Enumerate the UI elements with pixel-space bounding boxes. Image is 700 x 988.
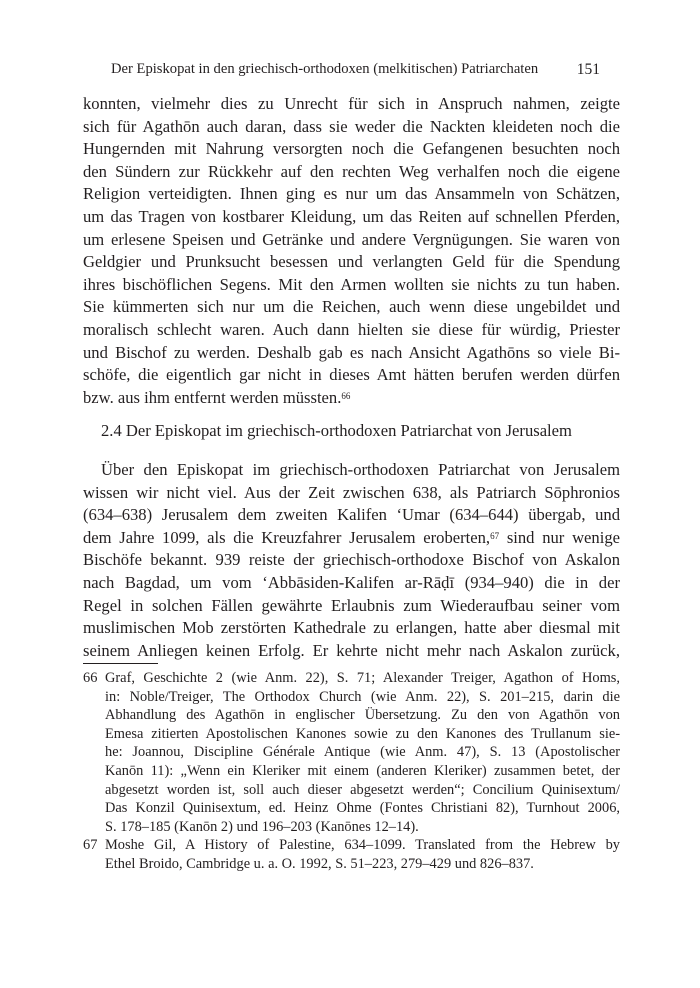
text-line: Geldgier und Prunksucht besessen und verlangten Geld für die Spendung [83,252,620,272]
text-line: nach Bagdad, um vom ‘Abbāsiden-Kalifen ar-Rāḍī (934–940) die in der [83,572,620,592]
footnote-line: Abhandlung des Agathōn in englischer Übersetzung. Zu den von Agathōn von [105,707,620,724]
text-line: schöfe, die eigentlich gar nicht in dieses Amt hätten berufen werden dürfen [83,365,620,385]
footnote-line: Emesa zitierten Apostolischen Kanones sowie zu den Kanones des Trullanum sie- [105,725,620,742]
text-line: den Sündern zur Rückkehr auf den rechten Weg verhalfen noch die eigene [83,161,620,181]
text-line: (634–638) Jerusalem dem zweiten Kalifen ‘Umar (634–644) übergab, und [83,505,620,525]
text-line: Hungernden mit Nahrung versorgten noch die Gefangenen besuchten noch [83,139,620,159]
section-heading: 2.4 Der Episkopat im griechisch-orthodoxen Patriarchat von Jerusalem [101,421,572,440]
text-span: dem Jahre 1099, als die Kreuzfahrer Jerusalem eroberten, [83,527,491,547]
footnote-ref-66[interactable]: 66 [341,390,351,401]
text-line: um das Tragen von kostbarer Kleidung, um das Reiten auf schnellen Pferden, [83,206,620,226]
footnote-line: he: Joannou, Discipline Générale Antique (wie Anm. 47), S. 13 (Apostolischer [105,744,620,761]
footnote-text [105,836,620,873]
text-line: konnten, vielmehr dies zu Unrecht für sich in Anspruch nahmen, zeigte [83,94,620,113]
text-line: Regel in solchen Fällen gewährte Erlaubnis zum Wiederaufbau seiner vom [83,595,620,615]
text-line: wissen wir nicht viel. Aus der Zeit zwischen 638, als Patriarch Sōphronios [83,482,620,502]
footnote-separator [83,663,158,664]
footnote-line: Das Konzil Quinisextum, ed. Heinz Ohme (Fontes Christiani 82), Turnhout 2006, [105,800,620,817]
page-number: 151 [576,61,600,78]
text-line: und Bischof zu werden. Deshalb gab es nach Ansicht Agathōns so viele Bi- [83,342,620,362]
text-span: bzw. aus ihm entfernt werden müssten. [83,387,342,407]
footnote-line: S. 178–185 (Kanōn 2) und 196–203 (Kanōnes 12–14). [105,818,419,835]
footnote-line: abgesetzt worden ist, soll auch dieser abgesetzt werden“; Concilium Quinisextum/ [105,781,620,798]
text-line: moralisch schlecht waren. Auch dann hielten sie diese für würdig, Priester [83,319,620,339]
text-line: um erlesene Speisen und Getränke und andere Vergnügungen. Sie waren von [83,229,620,249]
paragraph-2 [83,459,620,662]
running-head [83,61,620,83]
text-line: Über den Episkopat im griechisch-orthodoxen Patriarchat von Jerusalem [101,460,620,479]
text-line [83,527,620,550]
footnote-number: 67 [83,837,98,853]
running-head-title: Der Episkopat in den griechisch-orthodoxen (melkitischen) Patriarchaten [111,61,539,77]
text-line: seinem Anliegen keinen Erfolg. Er kehrte nicht mehr nach Askalon zurück, [83,640,620,660]
text-line: Bischöfe bekannt. 939 reiste der griechisch-orthodoxe Bischof von Askalon [83,550,620,570]
footnote-line: in: Noble/Treiger, The Orthodox Church (wie Anm. 22), S. 201–215, darin die [105,688,620,705]
text-line: Sie kümmerten sich nur um die Reichen, auch wenn diese ungebildet und [83,297,620,317]
footnote-line: Graf, Geschichte 2 (wie Anm. 22), S. 71; Alexander Treiger, Agathon of Homs, [105,670,620,686]
text-line: muslimischen Mob zerstörten Kathedrale zu erlangen, hatte aber diesmal mit [83,618,620,638]
text-line [83,387,620,410]
footnote-text [105,669,620,836]
footnote-line: Ethel Broido, Cambridge u. a. O. 1992, S. 51–223, 279–429 und 826–837. [105,855,534,872]
paragraph-1 [83,93,620,409]
footnote-ref-67[interactable]: 67 [490,530,500,541]
text-span: sind nur wenige [499,527,620,547]
text-line: Religion verteidigten. Ihnen ging es nur um das Ansammeln von Schätzen, [83,184,620,204]
footnote-line: Kanōn 11): „Wenn ein Kleriker mit einem (anderen Kleriker) zusammen betet, der [105,762,620,779]
text-line: sich für Agathōn auch daran, dass sie weder die Nackten kleideten noch die [83,116,620,136]
text-line: ihres bischöflichen Segens. Mit den Armen wollten sie nichts zu tun haben. [83,274,620,294]
footnote-line: Moshe Gil, A History of Palestine, 634–1099. Translated from the Hebrew by [105,837,620,853]
footnote-number: 66 [83,670,98,686]
